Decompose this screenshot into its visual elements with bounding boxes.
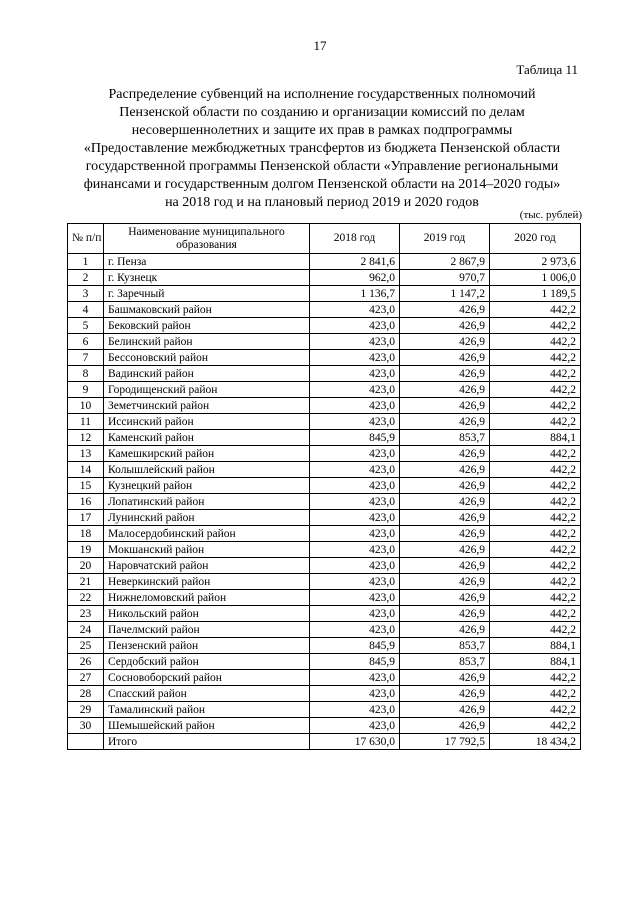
cell-2019: 426,9 [400,318,490,334]
cell-name: Земетчинский район [104,398,310,414]
cell-2019: 426,9 [400,462,490,478]
cell-2018: 423,0 [310,574,400,590]
cell-name: Итого [104,734,310,750]
table-row [68,622,581,638]
cell-2019: 426,9 [400,446,490,462]
cell-2019: 426,9 [400,398,490,414]
cell-2020: 442,2 [490,686,581,702]
cell-2018: 17 630,0 [310,734,400,750]
cell-2019: 426,9 [400,414,490,430]
cell-name: Бековский район [104,318,310,334]
cell-2019: 426,9 [400,574,490,590]
cell-2018: 423,0 [310,318,400,334]
cell-2020: 442,2 [490,382,581,398]
cell-name: Спасский район [104,686,310,702]
cell-name: Наровчатский район [104,558,310,574]
cell-name: Никольский район [104,606,310,622]
cell-2019: 426,9 [400,350,490,366]
cell-2020: 442,2 [490,622,581,638]
cell-2018: 423,0 [310,334,400,350]
cell-num: 29 [68,702,104,718]
cell-2019: 426,9 [400,590,490,606]
table-row [68,718,581,734]
cell-num: 25 [68,638,104,654]
cell-name: Каменский район [104,430,310,446]
table-row [68,286,581,302]
cell-num: 27 [68,670,104,686]
cell-2018: 423,0 [310,398,400,414]
cell-2020: 884,1 [490,654,581,670]
cell-2019: 426,9 [400,622,490,638]
cell-name: Пензенский район [104,638,310,654]
title-line: «Предоставление межбюджетных трансфертов из бюджета Пензенской области [83,141,561,156]
cell-2020: 442,2 [490,670,581,686]
cell-2020: 442,2 [490,478,581,494]
cell-2018: 423,0 [310,702,400,718]
cell-name: Иссинский район [104,414,310,430]
table-row [68,526,581,542]
cell-num: 1 [68,254,104,270]
cell-2019: 1 147,2 [400,286,490,302]
cell-num: 10 [68,398,104,414]
page-number: 17 [313,38,327,53]
cell-name: Белинский район [104,334,310,350]
cell-2020: 884,1 [490,638,581,654]
table-row [68,254,581,270]
cell-2020: 442,2 [490,398,581,414]
cell-name: Бессоновский район [104,350,310,366]
table-row [68,670,581,686]
cell-2018: 423,0 [310,686,400,702]
cell-name: Вадинский район [104,366,310,382]
cell-2018: 423,0 [310,510,400,526]
cell-2018: 2 841,6 [310,254,400,270]
subvention-table [67,223,581,750]
cell-name: Колышлейский район [104,462,310,478]
cell-2019: 426,9 [400,606,490,622]
cell-2018: 423,0 [310,478,400,494]
cell-2020: 442,2 [490,318,581,334]
table-row [68,558,581,574]
cell-2019: 426,9 [400,670,490,686]
table-row [68,542,581,558]
cell-num: 22 [68,590,104,606]
units-note: (тыс. рублей) [519,209,582,221]
cell-num: 2 [68,270,104,286]
cell-2018: 962,0 [310,270,400,286]
cell-num [68,734,104,750]
title-line: государственной программы Пензенской области «Управление региональными [85,159,559,174]
header-2018: 2018 год [310,224,400,254]
cell-2019: 970,7 [400,270,490,286]
header-2019: 2019 год [400,224,490,254]
cell-num: 16 [68,494,104,510]
title-line: Распределение субвенций на исполнение государственных полномочий [108,87,536,102]
table-row [68,430,581,446]
cell-2019: 426,9 [400,478,490,494]
cell-2020: 442,2 [490,302,581,318]
cell-num: 8 [68,366,104,382]
header-2020: 2020 год [490,224,581,254]
cell-2020: 442,2 [490,542,581,558]
table-row [68,478,581,494]
cell-2018: 1 136,7 [310,286,400,302]
cell-name: Шемышейский район [104,718,310,734]
cell-2019: 426,9 [400,494,490,510]
cell-num: 21 [68,574,104,590]
cell-2018: 845,9 [310,638,400,654]
table-row [68,510,581,526]
cell-num: 13 [68,446,104,462]
cell-num: 7 [68,350,104,366]
table-row [68,398,581,414]
cell-2019: 853,7 [400,430,490,446]
cell-2019: 426,9 [400,702,490,718]
cell-2019: 426,9 [400,302,490,318]
cell-2018: 423,0 [310,622,400,638]
cell-2020: 442,2 [490,366,581,382]
cell-2018: 423,0 [310,494,400,510]
cell-2019: 853,7 [400,638,490,654]
document-title [58,86,586,212]
cell-name: Неверкинский район [104,574,310,590]
cell-num: 14 [68,462,104,478]
title-line: Пензенской области по созданию и организации комиссий по делам [119,105,525,120]
cell-num: 5 [68,318,104,334]
cell-2020: 442,2 [490,462,581,478]
cell-2019: 426,9 [400,686,490,702]
cell-2018: 423,0 [310,446,400,462]
table-header-row [68,224,581,254]
cell-2018: 845,9 [310,654,400,670]
cell-num: 6 [68,334,104,350]
cell-2019: 426,9 [400,718,490,734]
cell-2018: 423,0 [310,382,400,398]
table-row [68,654,581,670]
cell-2020: 1 006,0 [490,270,581,286]
cell-2020: 884,1 [490,430,581,446]
cell-num: 19 [68,542,104,558]
cell-2018: 423,0 [310,526,400,542]
table-row [68,302,581,318]
header-name: Наименование муниципального образования [104,224,310,254]
cell-2020: 442,2 [490,702,581,718]
cell-2018: 423,0 [310,542,400,558]
cell-2018: 423,0 [310,462,400,478]
table-row [68,270,581,286]
cell-2019: 426,9 [400,558,490,574]
cell-name: Лопатинский район [104,494,310,510]
cell-2019: 426,9 [400,526,490,542]
cell-2018: 423,0 [310,670,400,686]
table-row [68,414,581,430]
cell-2020: 442,2 [490,510,581,526]
cell-2020: 442,2 [490,494,581,510]
cell-2020: 442,2 [490,446,581,462]
cell-2019: 853,7 [400,654,490,670]
cell-num: 24 [68,622,104,638]
cell-2020: 442,2 [490,350,581,366]
cell-num: 23 [68,606,104,622]
cell-2019: 426,9 [400,382,490,398]
cell-name: Пачелмский район [104,622,310,638]
title-line: финансами и государственным долгом Пензенской области на 2014–2020 годы» [83,177,561,192]
cell-num: 26 [68,654,104,670]
cell-2020: 442,2 [490,334,581,350]
cell-name: Малосердобинский район [104,526,310,542]
cell-2019: 17 792,5 [400,734,490,750]
cell-2020: 442,2 [490,718,581,734]
table-row [68,350,581,366]
cell-2018: 423,0 [310,414,400,430]
cell-2020: 442,2 [490,526,581,542]
cell-num: 17 [68,510,104,526]
title-line: несовершеннолетних и защите их прав в рамках подпрограммы [131,123,513,138]
cell-name: г. Заречный [104,286,310,302]
table-row [68,686,581,702]
table-body [68,254,581,750]
cell-num: 4 [68,302,104,318]
cell-num: 11 [68,414,104,430]
table-row [68,574,581,590]
cell-2020: 442,2 [490,606,581,622]
cell-2019: 426,9 [400,366,490,382]
table-row [68,366,581,382]
cell-num: 20 [68,558,104,574]
cell-num: 30 [68,718,104,734]
cell-2018: 423,0 [310,606,400,622]
cell-2020: 442,2 [490,414,581,430]
table-row [68,590,581,606]
cell-2018: 423,0 [310,302,400,318]
cell-name: Сосновоборский район [104,670,310,686]
table-total-row [68,734,581,750]
cell-2020: 18 434,2 [490,734,581,750]
cell-2020: 442,2 [490,590,581,606]
cell-num: 28 [68,686,104,702]
cell-name: Кузнецкий район [104,478,310,494]
cell-2019: 426,9 [400,542,490,558]
table-row [68,702,581,718]
table-row [68,334,581,350]
cell-name: г. Пенза [104,254,310,270]
cell-2018: 423,0 [310,350,400,366]
cell-num: 18 [68,526,104,542]
cell-2019: 2 867,9 [400,254,490,270]
cell-name: Городищенский район [104,382,310,398]
cell-2019: 426,9 [400,510,490,526]
cell-2018: 423,0 [310,558,400,574]
cell-2020: 442,2 [490,574,581,590]
cell-name: Тамалинский район [104,702,310,718]
header-num: № п/п [68,224,104,254]
cell-2018: 423,0 [310,718,400,734]
cell-2018: 845,9 [310,430,400,446]
cell-name: Лунинский район [104,510,310,526]
cell-2018: 423,0 [310,590,400,606]
title-line: на 2018 год и на плановый период 2019 и 2020 годов [165,195,479,210]
cell-2020: 1 189,5 [490,286,581,302]
table-row [68,638,581,654]
cell-num: 12 [68,430,104,446]
cell-name: Сердобский район [104,654,310,670]
table-label: Таблица 11 [516,62,578,77]
cell-name: Камешкирский район [104,446,310,462]
cell-2018: 423,0 [310,366,400,382]
cell-2020: 442,2 [490,558,581,574]
cell-name: Башмаковский район [104,302,310,318]
cell-2019: 426,9 [400,334,490,350]
table-row [68,382,581,398]
table-row [68,462,581,478]
cell-name: Нижнеломовский район [104,590,310,606]
cell-num: 9 [68,382,104,398]
cell-name: Мокшанский район [104,542,310,558]
table-row [68,494,581,510]
cell-num: 3 [68,286,104,302]
table-row [68,606,581,622]
table-row [68,318,581,334]
table-row [68,446,581,462]
cell-name: г. Кузнецк [104,270,310,286]
cell-2020: 2 973,6 [490,254,581,270]
cell-num: 15 [68,478,104,494]
